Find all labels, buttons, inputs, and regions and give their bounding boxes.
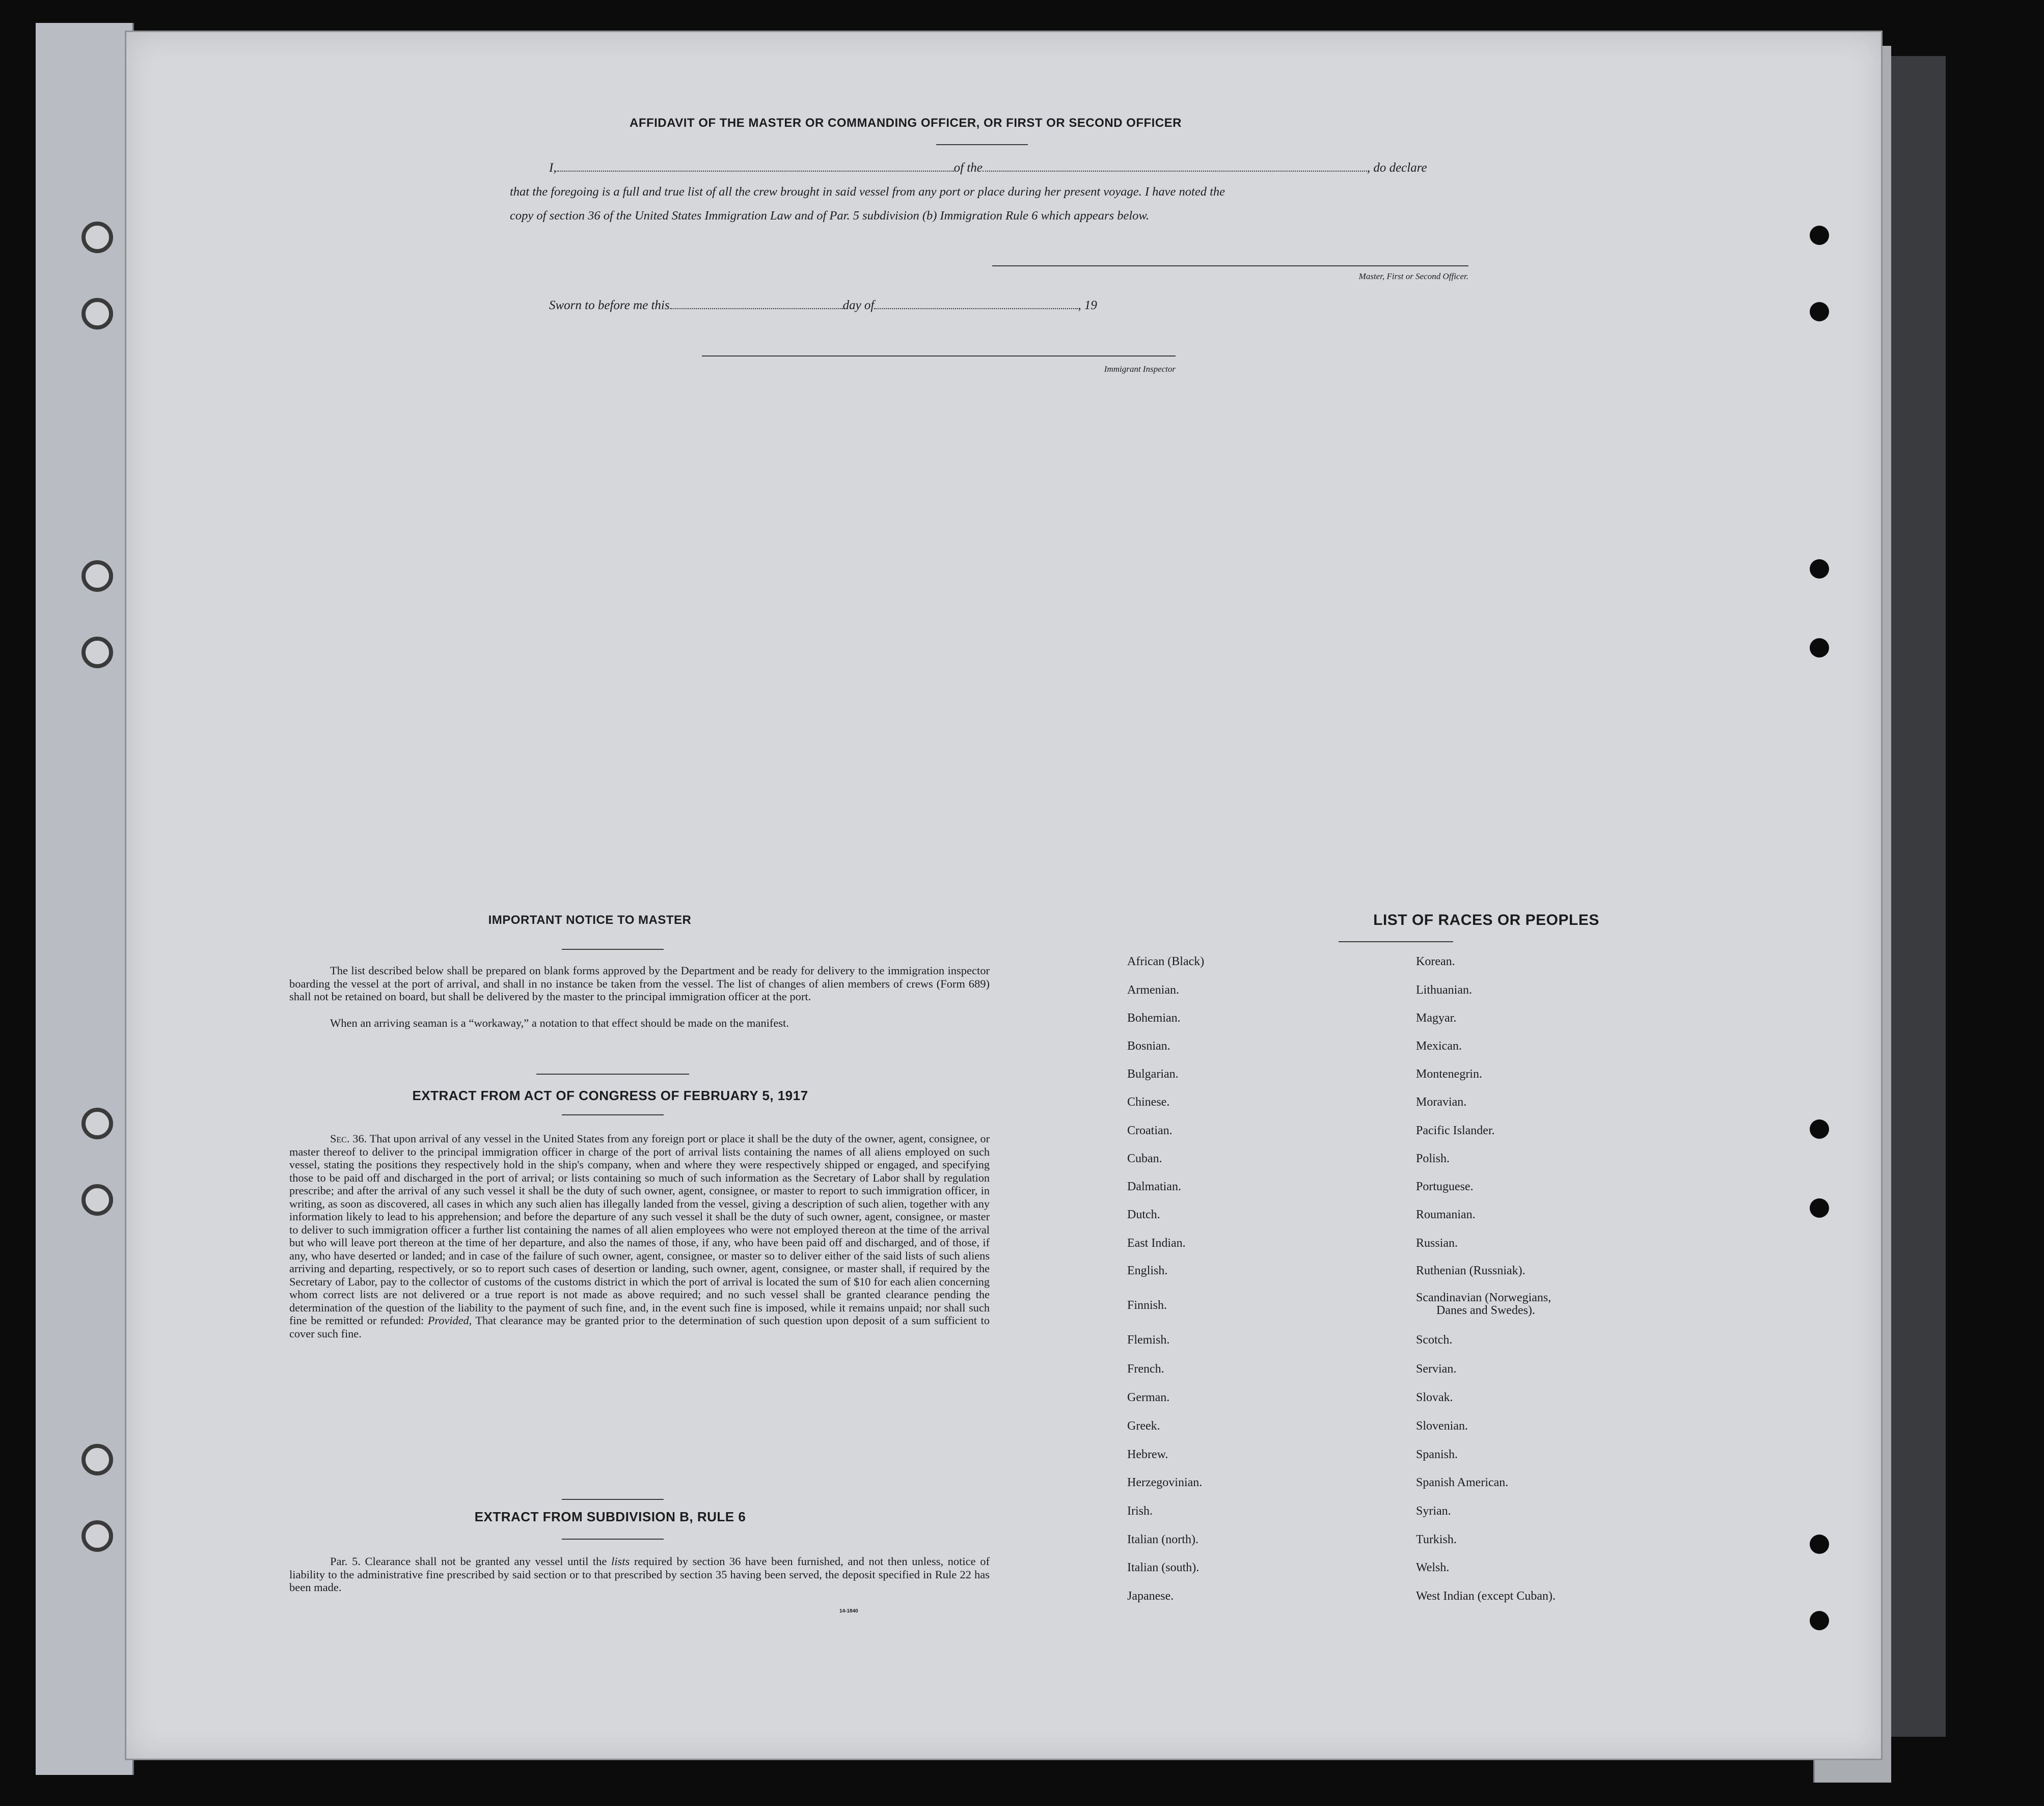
race-item: Roumanian. bbox=[1416, 1208, 1476, 1221]
punch-hole bbox=[1810, 226, 1829, 245]
race-item: Irish. bbox=[1127, 1504, 1153, 1518]
year-text: , 19 bbox=[1078, 298, 1097, 312]
signature-label: Master, First or Second Officer. bbox=[1358, 271, 1468, 281]
rule-text-a: Par. 5. Clearance shall not be granted any vessel until the bbox=[330, 1555, 607, 1568]
race-item: Turkish. bbox=[1416, 1533, 1457, 1546]
affidavit-i: I, bbox=[549, 161, 557, 175]
race-item: Italian (south). bbox=[1127, 1561, 1200, 1574]
race-item: Magyar. bbox=[1416, 1011, 1457, 1025]
race-item: Slovak. bbox=[1416, 1391, 1453, 1404]
race-item: Japanese. bbox=[1127, 1590, 1174, 1603]
name-blank bbox=[557, 171, 954, 172]
act-heading: EXTRACT FROM ACT OF CONGRESS OF FEBRUARY 5, 1917 bbox=[412, 1088, 808, 1103]
race-item: Bulgarian. bbox=[1127, 1068, 1179, 1081]
race-item: African (Black) bbox=[1127, 955, 1205, 968]
sworn-line bbox=[549, 298, 1097, 313]
race-item: Moravian. bbox=[1416, 1096, 1467, 1109]
affidavit-declare: , do declare bbox=[1367, 161, 1427, 175]
form-code: 14-1840 bbox=[839, 1608, 858, 1614]
race-item: Dalmatian. bbox=[1127, 1180, 1181, 1193]
race-item: Cuban. bbox=[1127, 1152, 1162, 1165]
race-item: German. bbox=[1127, 1391, 1170, 1404]
race-item: Finnish. bbox=[1127, 1299, 1167, 1312]
inspector-line bbox=[702, 355, 1176, 357]
divider bbox=[936, 144, 1028, 145]
races-right-column bbox=[1416, 955, 1773, 1632]
race-item: Mexican. bbox=[1416, 1039, 1462, 1053]
races-left-column bbox=[1127, 955, 1382, 1632]
inspector-label: Immigrant Inspector bbox=[1104, 364, 1176, 374]
affidavit-of-the: of the bbox=[953, 161, 983, 175]
binder-ring bbox=[81, 222, 113, 253]
binder-ring bbox=[81, 560, 113, 592]
races-heading: LIST OF RACES OR PEOPLES bbox=[1373, 912, 1599, 928]
punch-hole bbox=[1810, 638, 1829, 658]
race-item: Welsh. bbox=[1416, 1561, 1450, 1574]
punch-hole bbox=[1810, 1535, 1829, 1554]
act-section-36 bbox=[289, 1132, 990, 1340]
punch-hole bbox=[1810, 1119, 1829, 1139]
section-label: Sec. 36. bbox=[330, 1132, 367, 1145]
divider bbox=[562, 1539, 664, 1540]
notice-heading: IMPORTANT NOTICE TO MASTER bbox=[488, 913, 692, 927]
day-blank bbox=[670, 308, 843, 309]
race-item: Montenegrin. bbox=[1416, 1068, 1482, 1081]
race-item: Bohemian. bbox=[1127, 1011, 1181, 1025]
binder-ring bbox=[81, 637, 113, 668]
rule-paragraph bbox=[289, 1555, 990, 1594]
race-item: French. bbox=[1127, 1362, 1164, 1376]
race-item: Armenian. bbox=[1127, 983, 1179, 997]
race-item: Syrian. bbox=[1416, 1504, 1451, 1518]
rule-heading: EXTRACT FROM SUBDIVISION B, RULE 6 bbox=[474, 1509, 746, 1524]
binder-ring bbox=[81, 1184, 113, 1216]
race-item: Flemish. bbox=[1127, 1333, 1170, 1347]
divider bbox=[562, 1114, 664, 1115]
race-item: Lithuanian. bbox=[1416, 983, 1472, 997]
race-item: Servian. bbox=[1416, 1362, 1457, 1376]
race-item: Scandinavian (Norwegians, bbox=[1416, 1291, 1551, 1304]
race-item: Spanish American. bbox=[1416, 1476, 1509, 1489]
binder-edge bbox=[36, 23, 134, 1775]
race-item: Dutch. bbox=[1127, 1208, 1160, 1221]
rule-text-b: required by section 36 have been furnished, and not then unless, notice of liability to the administrative fine prescribed by said section or to that prescribed by section 35 having been served, the deposit specified in Rule 22 has been made. bbox=[289, 1555, 990, 1594]
divider bbox=[1339, 941, 1453, 942]
section-text-end: That clearance may be granted prior to the determination of such question upon deposit of a sum sufficient to cover such fine. bbox=[289, 1314, 990, 1340]
binder-ring bbox=[81, 1108, 113, 1139]
race-item: Slovenian. bbox=[1416, 1419, 1468, 1433]
document-page bbox=[125, 31, 1883, 1760]
binder-ring bbox=[81, 298, 113, 330]
divider bbox=[536, 1074, 689, 1075]
divider bbox=[562, 1499, 664, 1500]
race-item: Scotch. bbox=[1416, 1333, 1453, 1347]
race-item-continuation: Danes and Swedes). bbox=[1436, 1304, 1535, 1317]
divider bbox=[562, 949, 664, 950]
race-item: Spanish. bbox=[1416, 1448, 1458, 1461]
affidavit-line-3: copy of section 36 of the United States Immigration Law and of Par. 5 subdivision (b) Immigration Rule 6 which appears below. bbox=[510, 209, 1150, 223]
vessel-blank bbox=[983, 171, 1367, 172]
affidavit-line-1 bbox=[549, 161, 1570, 175]
binder-ring bbox=[81, 1520, 113, 1552]
punch-hole bbox=[1810, 1611, 1829, 1630]
punch-hole bbox=[1810, 559, 1829, 579]
month-blank bbox=[874, 308, 1078, 309]
sworn-text: Sworn to before me this bbox=[549, 298, 670, 312]
affidavit-line-2: that the foregoing is a full and true list of all the crew brought in said vessel from any port or place during her present voyage. I have noted the bbox=[510, 185, 1225, 199]
race-item: Chinese. bbox=[1127, 1096, 1170, 1109]
race-item: West Indian (except Cuban). bbox=[1416, 1590, 1556, 1603]
race-item: English. bbox=[1127, 1264, 1168, 1277]
binder-ring bbox=[81, 1444, 113, 1475]
provided-word: Provided, bbox=[427, 1314, 472, 1327]
race-item: Croatian. bbox=[1127, 1124, 1173, 1137]
race-item: Russian. bbox=[1416, 1237, 1458, 1250]
notice-paragraph-1: The list described below shall be prepared on blank forms approved by the Department and be ready for delivery to the immigration inspector boarding the vessel at the port of arrival, and shall in no instance be taken from the vessel. The list of changes of alien members of crews (Form 689) shall not be retained on board, but shall be delivered by the master to the principal immigration officer at the port. bbox=[289, 964, 990, 1003]
race-item: Bosnian. bbox=[1127, 1039, 1170, 1053]
race-item: Pacific Islander. bbox=[1416, 1124, 1495, 1137]
race-item: Portuguese. bbox=[1416, 1180, 1474, 1193]
race-item: Ruthenian (Russniak). bbox=[1416, 1264, 1525, 1277]
signature-line bbox=[992, 265, 1468, 266]
punch-hole bbox=[1810, 1198, 1829, 1218]
race-item: Greek. bbox=[1127, 1419, 1160, 1433]
race-item: Polish. bbox=[1416, 1152, 1450, 1165]
day-of-text: day of bbox=[842, 298, 875, 312]
notice-paragraph-2: When an arriving seaman is a “workaway,” a notation to that effect should be made on the manifest. bbox=[330, 1017, 789, 1029]
race-item: Korean. bbox=[1416, 955, 1455, 968]
race-item: East Indian. bbox=[1127, 1237, 1186, 1250]
race-item: Hebrew. bbox=[1127, 1448, 1168, 1461]
race-item: Herzegovinian. bbox=[1127, 1476, 1203, 1489]
affidavit-heading: AFFIDAVIT OF THE MASTER OR COMMANDING OFFICER, OR FIRST OR SECOND OFFICER bbox=[629, 116, 1182, 130]
section-text: That upon arrival of any vessel in the United States from any foreign port or place it shall be the duty of the owner, agent, consignee, or master thereof to deliver to the principal immigration officer in charge of the port of arrival lists containing the names of all aliens employed on such vessel, stating the positions they respectively hold in the ship's company, when and where they were respectively shipped or engaged, and specifying those to be paid off and discharged in the port of arrival; or lists containing so much of such information as the Secretary of Labor shall by regulation prescribe; and after the arrival of any such vessel it shall be the duty of such owner, agent, consignee, or master to report to such immigration officer, in writing, as soon as discovered, all cases in which any such alien has illegally landed from the vessel, giving a description of such alien, together with any information likely to lead to his apprehension; and before the departure of any such vessel it shall be the duty of such owner, agent, consignee, or master to deliver to such immigration officer a further list containing the names of all alien employees who were not employed thereon at the time of the arrival but who will leave port thereon at the time of her departure, and also the names of those, if any, who have been paid off and discharged, and of those, if any, who have deserted or landed; and in case of the failure of such owner, agent, consignee, or master so to deliver either of the said lists of such aliens arriving and departing, respectively, or so to report such cases of desertion or landing, such owner, agent, consignee, or master shall, if required by the Secretary of Labor, pay to the collector of customs of the customs district in which the port of arrival is located the sum of $10 for each alien concerning whom correct lists are not delivered or a true report is not made as above required; and no such vessel shall be granted clearance pending the determination of the question of the liability to the payment of such fine, and, in the event such fine is imposed, while it remains unpaid; nor shall such fine be remitted or refunded: bbox=[289, 1132, 990, 1327]
punch-hole bbox=[1810, 302, 1829, 321]
race-item: Italian (north). bbox=[1127, 1533, 1198, 1546]
rule-lists-word: lists bbox=[611, 1555, 630, 1568]
